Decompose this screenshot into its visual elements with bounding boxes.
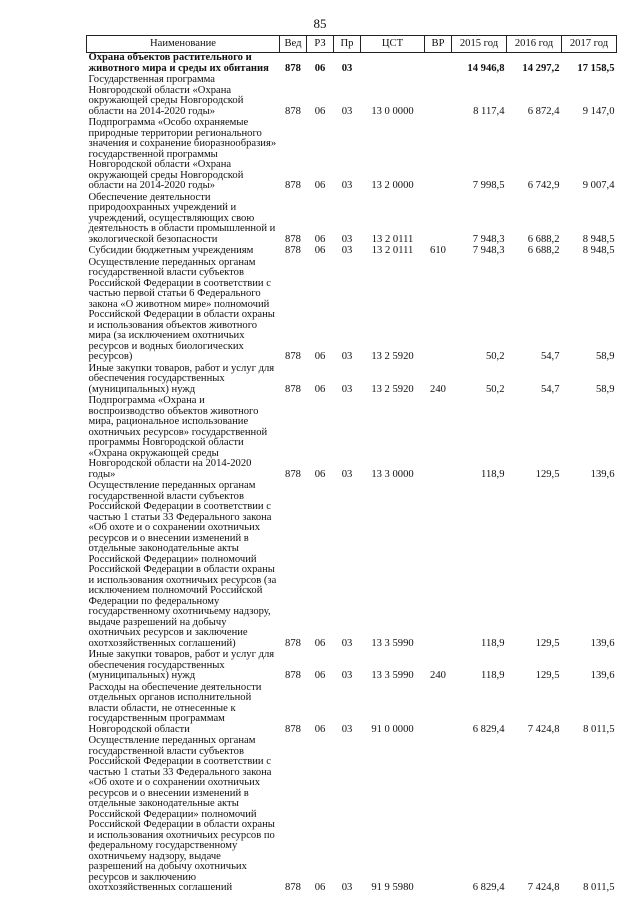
row-name: Осуществление переданных органам государственной власти субъектов Российской Федерации в соответствии с частью первой статьи 6 Федерального закона «О животном мире» полномочий Российской Федерации в области охраны и использования объектов животного мира (за исключением охотничьих ресурсов и водных биологических ресурсов) [88,256,275,362]
row-cst: 13 2 0000 [371,180,414,191]
row-vr [425,481,452,650]
row-rz: 06 [314,723,326,735]
row-2017: 8 011,5 [583,723,615,735]
row-rz: 06 [314,383,326,395]
row-name: Иные закупки товаров, работ и услуг для обеспечения государственных (муниципальных) нужд [88,649,275,681]
header-name: Наименование [87,36,280,53]
row-cst: 13 2 5920 [371,383,414,395]
row-cst: 13 2 0111 [371,233,414,245]
row-pr: 03 [341,383,353,395]
row-ved: 878 [285,383,301,395]
row-2015: 7 998,5 [472,180,505,191]
row-2016: 7 424,8 [527,723,560,735]
row-2016: 6 742,9 [527,180,560,191]
row-name: Осуществление переданных органам государственной власти субъектов Российской Федерации в соответствии с частью 1 статьи 33 Федерального закона «Об охоте и о сохранении охотничьих ресурсов и о внесении изменений в отдельные законодательные акты Российской Федерации» полномочий Российской Федерации в области охраны и использования охотничьих ресурсов (за исключением полномочий Российской Федерации по федеральному государственному охотничьему надзору, выдаче разрешений на добычу охотничьих ресурсов и заключение охотхозяйственных соглашений) [88,480,277,649]
row-rz: 06 [314,882,326,893]
row-pr: 03 [341,468,353,480]
table-row [87,364,617,397]
row-2017: 9 007,4 [582,180,615,191]
table-header-row [87,36,617,53]
header-2016: 2016 год [507,36,562,53]
row-ved: 878 [285,670,301,681]
row-ved: 878 [285,233,301,245]
row-pr: 03 [341,351,353,362]
row-ved: 878 [285,637,301,649]
row-cst: 13 0 0000 [371,105,414,117]
row-2015: 7 948,3 [472,233,505,245]
row-rz: 06 [314,105,326,117]
row-name: Охрана объектов растительного и животного мира и среды их обитания [88,52,269,74]
row-rz: 06 [314,670,326,681]
table-row [87,481,617,650]
row-ved: 878 [285,351,301,362]
row-2015: 118,9 [481,670,505,681]
row-ved: 878 [285,468,301,480]
row-2015: 8 117,4 [473,105,505,117]
row-rz: 06 [314,468,326,480]
row-vr [425,118,452,193]
row-2016: 129,5 [535,670,560,681]
row-name: Расходы на обеспечение деятельности отдельных органов исполнительной власти области, не отнесенные к государственным программам Новгородской области [88,681,262,735]
header-rz: РЗ [307,36,334,53]
budget-table [86,35,617,895]
row-cst: 91 9 5980 [371,882,414,893]
row-pr: 03 [341,105,353,117]
row-pr: 03 [341,723,353,735]
table-row [87,650,617,683]
row-ved: 878 [285,723,301,735]
row-2016: 7 424,8 [527,882,560,893]
row-rz: 06 [314,637,326,649]
row-name: Подпрограмма «Охрана и воспроизводство объектов животного мира, рациональное использование охотничьих ресурсов» государственной программы Новгородской области «Охрана окружающей среды Новгородской области на 2014-2020 годы» [88,395,268,480]
row-2016: 54,7 [540,351,560,362]
row-2016: 6 688,2 [527,245,560,256]
table-row [87,258,617,364]
row-2016: 6 872,4 [527,105,560,117]
row-cst [361,53,425,76]
row-2016: 54,7 [540,383,560,395]
row-ved: 878 [285,882,301,893]
row-rz: 06 [314,62,326,74]
row-2017: 8 948,5 [582,245,615,256]
row-cst: 13 2 5920 [371,351,414,362]
table-row [87,396,617,481]
table-row [87,246,617,258]
row-vr [425,736,452,895]
row-2017: 58,9 [595,351,615,362]
row-vr: 240 [430,383,446,395]
row-pr: 03 [341,180,353,191]
row-ved: 878 [285,180,301,191]
row-2015: 50,2 [485,351,505,362]
row-rz: 06 [314,233,326,245]
row-2015: 50,2 [485,383,505,395]
row-2016: 14 297,2 [522,62,560,74]
table-row [87,683,617,737]
row-name: Государственная программа Новгородской области «Охрана окружающей среды Новгородской области на 2014-2020 годы» [88,74,244,117]
row-name: Осуществление переданных органам государственной власти субъектов Российской Федерации в соответствии с частью 1 статьи 33 Федерального закона «Об охоте и о сохранении охотничьих ресурсов и о внесении изменений в отдельные законодательные акты Российской Федерации» полномочий Российской Федерации в области охраны и использования охотничьих ресурсов по федеральному государственному охотничьему надзору, выдаче разрешений на добычу охотничьих ресурсов и заключению охотхозяйственных соглашений [88,735,275,893]
row-ved: 878 [285,105,301,117]
row-pr: 03 [341,882,353,893]
row-vr [425,53,452,76]
row-2017: 8 948,5 [582,233,615,245]
row-cst: 13 3 5990 [371,670,414,681]
table-row [87,53,617,76]
row-2015: 6 829,4 [472,723,505,735]
row-pr: 03 [341,637,353,649]
header-pr: Пр [334,36,361,53]
row-cst: 13 3 0000 [371,468,414,480]
header-ved: Вед [280,36,307,53]
row-pr: 03 [341,670,353,681]
row-2016: 6 688,2 [527,233,560,245]
row-2015: 118,9 [481,637,505,649]
row-2017: 139,6 [590,637,615,649]
row-vr [425,193,452,247]
row-2017: 139,6 [590,670,615,681]
row-2015: 118,9 [481,468,505,480]
row-name: Иные закупки товаров, работ и услуг для обеспечения государственных (муниципальных) нужд [88,362,275,395]
table-row [87,75,617,118]
page-number: 85 [313,16,327,31]
row-cst: 13 2 0111 [371,245,414,256]
row-2017: 58,9 [595,383,615,395]
row-2017: 17 158,5 [577,62,615,74]
row-name: Обеспечение деятельности природоохранных учреждений и учреждений, осуществляющих свою деятельность в области промышленной и экологической безопасности [88,191,276,245]
row-name: Подпрограмма «Особо охраняемые природные территории регионального значения и сохранение биоразнообразия» государственной программы Новгородской области «Охрана окружающей среды Новгородской области на 2014-2020 годы» [88,117,277,191]
header-2015: 2015 год [452,36,507,53]
row-2017: 8 011,5 [583,882,615,893]
row-pr: 03 [341,245,353,256]
header-cst: ЦСТ [361,36,425,53]
row-2015: 6 829,4 [472,882,505,893]
row-ved: 878 [285,245,301,256]
row-2017: 9 147,0 [582,105,615,117]
row-pr: 03 [341,62,353,74]
row-vr: 240 [430,670,446,681]
table-row [87,118,617,193]
row-ved: 878 [285,62,301,74]
row-rz: 06 [314,351,326,362]
row-2017: 139,6 [590,468,615,480]
row-rz: 06 [314,245,326,256]
row-vr [425,75,452,118]
row-rz: 06 [314,180,326,191]
table-row [87,736,617,895]
row-vr: 610 [430,245,446,256]
row-cst: 91 0 0000 [371,723,414,735]
row-2015: 7 948,3 [472,245,505,256]
row-vr [425,258,452,364]
row-name: Субсидии бюджетным учреждениям [88,245,254,256]
row-vr [425,683,452,737]
row-cst: 13 3 5990 [371,637,414,649]
row-vr [425,396,452,481]
row-pr: 03 [341,233,353,245]
header-vr: ВР [425,36,452,53]
table-row [87,193,617,247]
row-2015: 14 946,8 [467,62,505,74]
row-2016: 129,5 [535,637,560,649]
row-2016: 129,5 [535,468,560,480]
header-2017: 2017 год [562,36,617,53]
